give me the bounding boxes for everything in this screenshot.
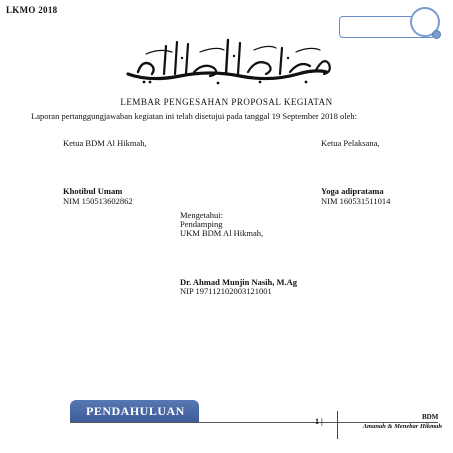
basmalah-calligraphy xyxy=(120,34,335,86)
badge-dot-ornament xyxy=(432,30,441,39)
document-title: LEMBAR PENGESAHAN PROPOSAL KEGIATAN xyxy=(120,97,333,107)
left-signatory-id: NIM 150513602862 xyxy=(63,196,133,206)
right-signatory-name: Yoga adipratama xyxy=(321,186,384,196)
section-tab-label: PENDAHULUAN xyxy=(86,404,185,418)
footer-org: BDM xyxy=(422,413,439,421)
center-signatory-role-1: Pendamping xyxy=(180,219,223,229)
right-signatory-role: Ketua Pelaksana, xyxy=(321,138,380,148)
center-signatory-role-2: UKM BDM Al Hikmah, xyxy=(180,228,264,238)
footer-motto: Amanah & Menebar Hikmah xyxy=(362,423,442,430)
intro-paragraph: Laporan pertanggungjawaban kegiatan ini telah disetujui pada tanggal 19 September 2018 oleh: xyxy=(31,111,357,121)
page-number: 1 | xyxy=(315,417,323,426)
left-signatory-role: Ketua BDM Al Hikmah, xyxy=(63,138,147,148)
right-signatory-id: NIM 160531511014 xyxy=(321,196,391,206)
badge-label: LKMO 2018 xyxy=(6,5,58,15)
center-signatory-id: NIP 197112102003121001 xyxy=(180,286,272,296)
center-signatory-name: Dr. Ahmad Munjin Nasih, M.Ag xyxy=(180,277,298,287)
left-signatory-name: Khotibul Umam xyxy=(63,186,123,196)
acknowledged-label: Mengetahui: xyxy=(180,210,223,220)
